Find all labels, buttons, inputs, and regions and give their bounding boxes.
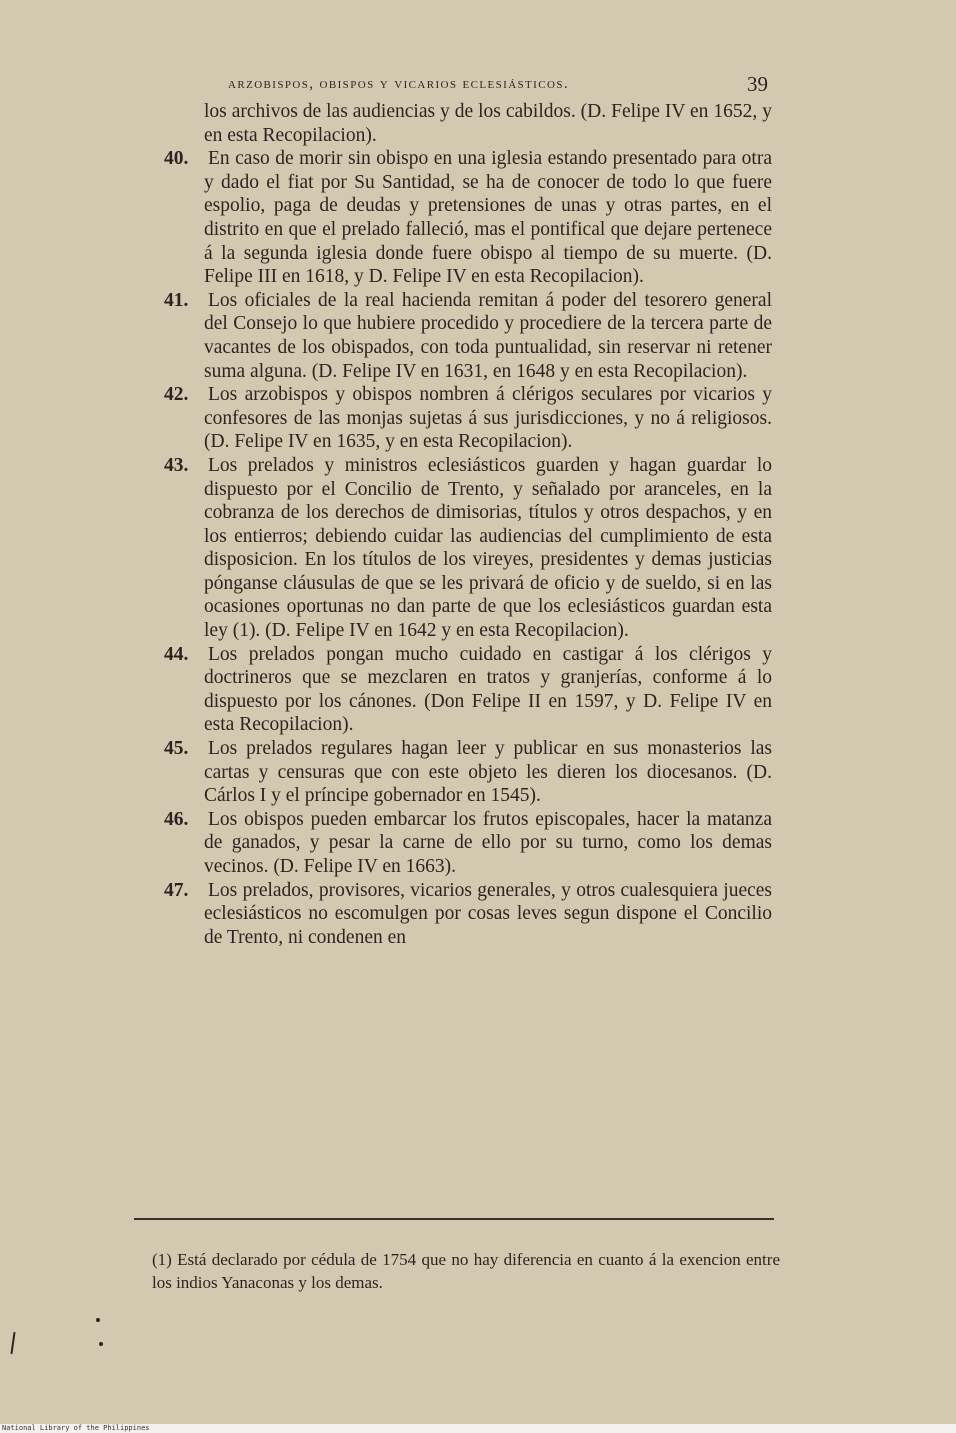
paragraph-number: 47. <box>164 879 189 901</box>
footnote-text: (1) Está declarado por cédula de 1754 que no hay diferencia en cuanto á la exencion entre los indios Yanaconas y los demas. <box>152 1250 780 1292</box>
paragraph-number: 41. <box>164 289 189 311</box>
paragraph-text: Los arzobispos y obispos nombren á clérigos seculares por vicarios y confesores de las monjas sujetas á sus jurisdicciones, y no á religiosos. (D. Felipe IV en 1635, y en esta Recopilacion). <box>204 384 772 453</box>
paragraph-number: 44. <box>164 643 189 665</box>
paragraph-number: 46. <box>164 808 189 830</box>
paragraph-47 <box>160 879 772 950</box>
page-number: 39 <box>747 72 768 96</box>
ink-mark <box>10 1332 15 1354</box>
paragraph-40 <box>160 147 772 289</box>
paragraph-number: 45. <box>164 738 189 760</box>
paragraph-45 <box>160 737 772 808</box>
paragraph-continuation <box>160 100 772 147</box>
running-header <box>228 72 768 96</box>
footnote-divider <box>134 1218 774 1220</box>
paragraph-43 <box>160 454 772 643</box>
paragraph-text: En caso de morir sin obispo en una iglesia estando presentado para otra y dado el fiat por Su Santidad, se ha de conocer de todo lo que fuere espolio, paga de deudas y pretensiones de unas y otras partes, en el distrito en que el prelado falleció, mas el pontifical que dejare pertenece á la segunda iglesia donde fuere obispo al tiempo de su muerte. (D. Felipe III en 1618, y D. Felipe IV en esta Recopilacion). <box>204 148 772 288</box>
paragraph-44 <box>160 643 772 737</box>
ink-speck <box>99 1342 103 1346</box>
page-body <box>160 100 772 949</box>
paragraph-text: Los prelados, provisores, vicarios generales, y otros cualesquiera jueces eclesiásticos no escomulgen por cosas leves segun dispone el Concilio de Trento, ni condenen en <box>204 879 772 948</box>
paragraph-text: Los prelados y ministros eclesiásticos guarden y hagan guardar lo dispuesto por el Concilio de Trento, y señalado por aranceles, en la cobranza de los derechos de dimisorias, títulos y otros despachos, y en los entierros; debiendo cuidar las audiencias del cumplimiento de esta disposicion. En los títulos de los vireyes, presidentes y demas justicias pónganse cláusulas de que se les privará de oficio y de sueldo, si en las ocasiones oportunas no dan parte de que los eclesiásticos guardan esta ley (1). (D. Felipe IV en 1642 y en esta Recopilacion). <box>204 454 772 642</box>
header-title: arzobispos, obispos y vicarios eclesiásticos. <box>228 76 569 92</box>
paragraph-text: Los oficiales de la real hacienda remitan á poder del tesorero general del Consejo lo que hubiere procedido y procediere de la tercera parte de vacantes de los obispados, con toda puntualidad, sin reservar ni retener suma alguna. (D. Felipe IV en 1631, en 1648 y en esta Recopilacion). <box>204 289 772 382</box>
paragraph-number: 40. <box>164 148 189 170</box>
ink-speck <box>96 1318 100 1322</box>
library-credit: National Library of the Philippines <box>0 1424 956 1433</box>
footnote <box>130 1248 780 1294</box>
paragraph-number: 43. <box>164 454 189 476</box>
paragraph-text: los archivos de las audiencias y de los cabildos. (D. Felipe IV en 1652, y en esta Recopilacion). <box>204 101 772 146</box>
paragraph-number: 42. <box>164 384 189 406</box>
paragraph-42 <box>160 383 772 454</box>
paragraph-text: Los obispos pueden embarcar los frutos episcopales, hacer la matanza de ganados, y pesar la carne de ello por su turno, como los demas vecinos. (D. Felipe IV en 1663). <box>204 808 772 877</box>
paragraph-text: Los prelados pongan mucho cuidado en castigar á los clérigos y doctrineros que se mezclaren en tratos y granjerías, conforme á lo dispuesto por los cánones. (Don Felipe II en 1597, y D. Felipe IV en esta Recopilacion). <box>204 643 772 736</box>
paragraph-41 <box>160 289 772 383</box>
paragraph-text: Los prelados regulares hagan leer y publicar en sus monasterios las cartas y censuras que con este objeto les dieren los diocesanos. (D. Cárlos I y el príncipe gobernador en 1545). <box>204 738 772 807</box>
paragraph-46 <box>160 808 772 879</box>
